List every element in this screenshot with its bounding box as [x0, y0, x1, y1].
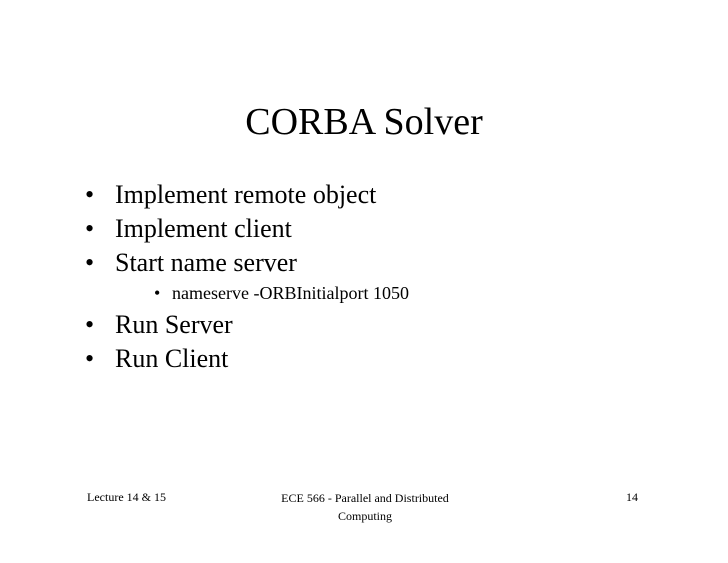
footer-course: ECE 566 - Parallel and Distributed Computing — [281, 491, 449, 523]
bullet-list — [85, 178, 409, 376]
bullet-dot-icon: • — [85, 214, 95, 243]
bullet-text: Implement client — [115, 214, 292, 243]
bullet-dot-icon: • — [85, 180, 95, 209]
bullet-text: Run Client — [115, 344, 229, 373]
sub-bullet-item — [85, 279, 409, 307]
bullet-text: Implement remote object — [115, 180, 377, 209]
bullet-text: Run Server — [115, 310, 233, 339]
bullet-text: Start name server — [115, 248, 297, 277]
bullet-item — [85, 342, 409, 376]
bullet-dot-icon: • — [85, 248, 95, 277]
bullet-dot-icon: • — [85, 310, 95, 339]
bullet-item — [85, 246, 409, 280]
bullet-item — [85, 308, 409, 342]
sub-bullet-text: nameserve -ORBInitialport 1050 — [172, 283, 409, 303]
bullet-dot-icon: • — [85, 344, 95, 373]
footer-lecture: Lecture 14 & 15 — [87, 490, 166, 504]
bullet-item — [85, 212, 409, 246]
sub-bullet-dot-icon: • — [154, 283, 161, 303]
footer-page-number: 14 — [626, 490, 638, 504]
bullet-item — [85, 178, 409, 212]
slide-title: CORBA Solver — [245, 101, 483, 143]
